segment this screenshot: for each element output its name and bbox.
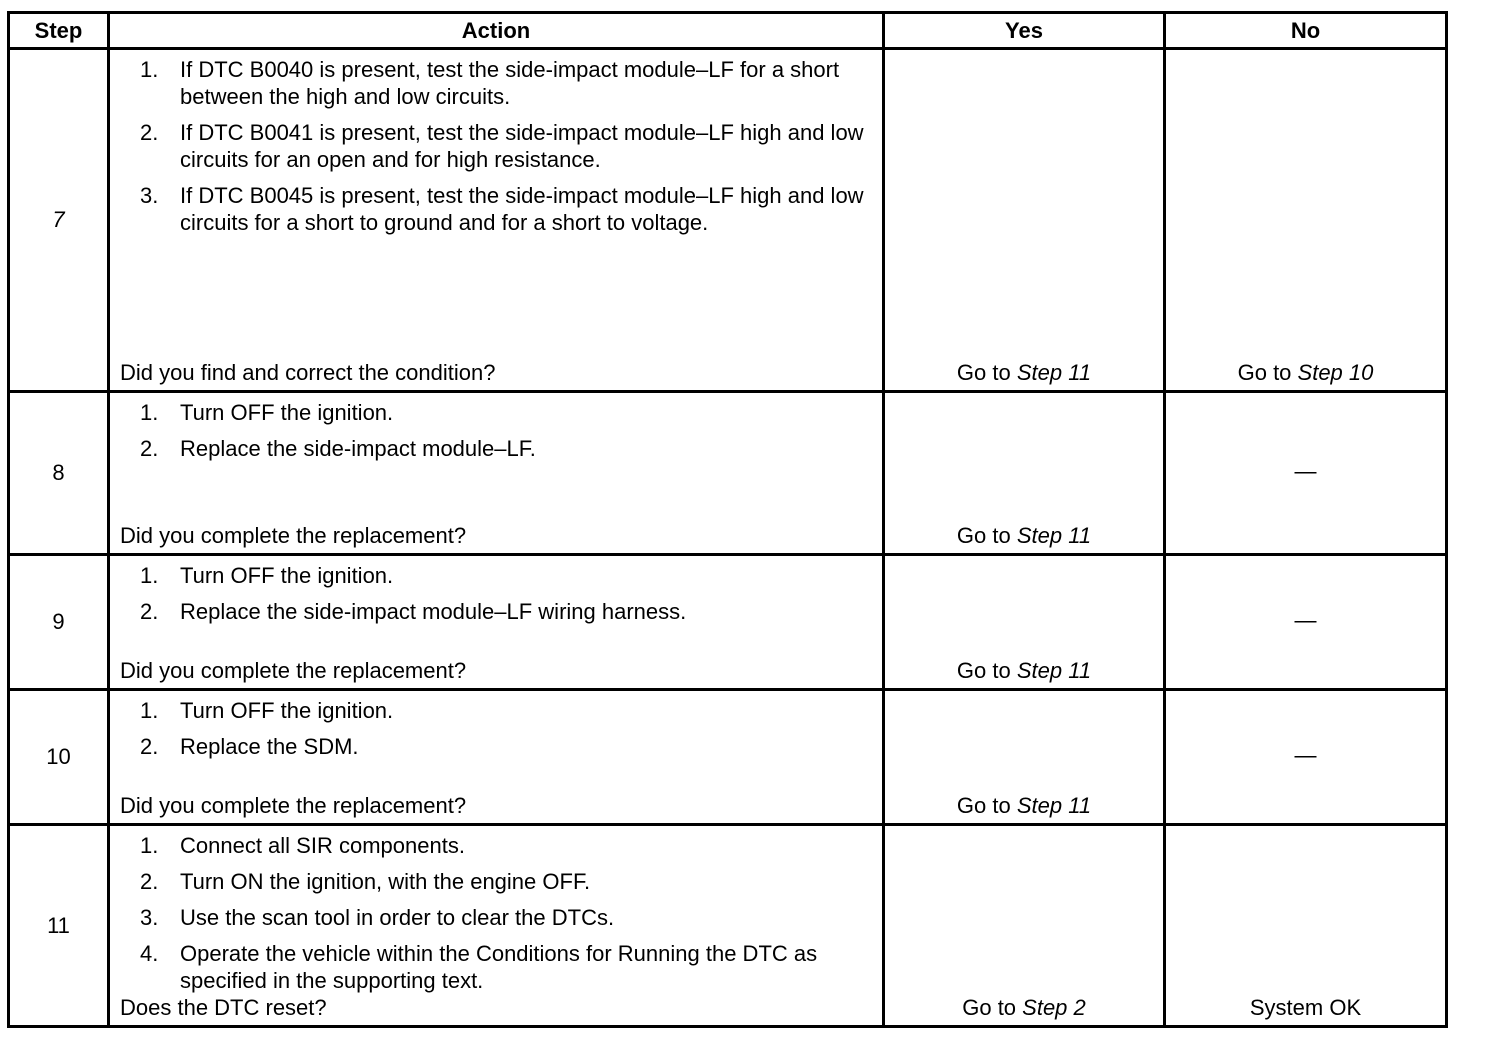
yes-result: Go to Step 11 <box>956 523 1092 548</box>
table-row <box>9 555 1447 690</box>
diagnostic-table <box>7 11 1448 1028</box>
action-list <box>110 556 882 625</box>
yes-result: Go to Step 11 <box>956 793 1092 818</box>
step-link: Step 11 <box>1016 523 1092 548</box>
step-link: Step 11 <box>1016 658 1092 683</box>
table-row <box>9 825 1447 1027</box>
step-number: 7 <box>9 49 109 392</box>
header-yes: Yes <box>884 13 1165 49</box>
step-link: Step 11 <box>1016 360 1092 385</box>
action-list <box>110 50 882 236</box>
list-item: 4. Operate the vehicle within the Conditions for Running the DTC as specified in the supporting text. <box>140 941 818 993</box>
action-cell <box>109 555 884 690</box>
step-number: 10 <box>9 690 109 825</box>
list-item: 1. Turn OFF the ignition. <box>140 563 394 588</box>
no-cell <box>1165 555 1447 690</box>
step-link: Step 11 <box>1016 793 1092 818</box>
list-item: 2. Turn ON the ignition, with the engine OFF. <box>140 869 591 894</box>
question: Did you complete the replacement? <box>120 793 467 818</box>
no-dash: — <box>1294 458 1317 484</box>
list-item: 1. If DTC B0040 is present, test the side-impact module–LF for a short between the high and low circuits. <box>140 57 840 109</box>
action-list <box>110 826 882 994</box>
action-cell <box>109 690 884 825</box>
no-cell <box>1165 392 1447 555</box>
no-dash: — <box>1294 607 1317 633</box>
step-link: Step 2 <box>1022 995 1086 1020</box>
no-cell <box>1165 690 1447 825</box>
header-action: Action <box>109 13 884 49</box>
header-no: No <box>1165 13 1447 49</box>
list-item: 3. If DTC B0045 is present, test the side-impact module–LF high and low circuits for a short to ground and for a short to voltage. <box>140 183 864 235</box>
yes-result: Go to Step 11 <box>956 658 1092 683</box>
list-item: 1. Turn OFF the ignition. <box>140 400 394 425</box>
list-item: 2. Replace the SDM. <box>140 734 359 759</box>
no-cell <box>1165 825 1447 1027</box>
step-number: 9 <box>9 555 109 690</box>
no-result: System OK <box>1249 995 1362 1020</box>
yes-result: Go to Step 11 <box>956 360 1092 385</box>
no-result: Go to Step 10 <box>1237 360 1374 385</box>
action-cell <box>109 392 884 555</box>
yes-result: Go to Step 2 <box>962 995 1086 1020</box>
table-row <box>9 392 1447 555</box>
question: Did you complete the replacement? <box>120 523 467 548</box>
action-list <box>110 691 882 760</box>
list-item: 2. Replace the side-impact module–LF. <box>140 436 536 461</box>
action-cell <box>109 825 884 1027</box>
yes-cell <box>884 555 1165 690</box>
no-cell <box>1165 49 1447 392</box>
step-number: 11 <box>9 825 109 1027</box>
list-item: 1. Connect all SIR components. <box>140 833 465 858</box>
list-item: 1. Turn OFF the ignition. <box>140 698 394 723</box>
yes-cell <box>884 825 1165 1027</box>
list-item: 2. Replace the side-impact module–LF wiring harness. <box>140 599 687 624</box>
list-item: 3. Use the scan tool in order to clear the DTCs. <box>140 905 615 930</box>
no-dash: — <box>1294 742 1317 768</box>
yes-cell <box>884 392 1165 555</box>
step-number: 8 <box>9 392 109 555</box>
question: Did you find and correct the condition? <box>120 360 496 385</box>
yes-cell <box>884 49 1165 392</box>
yes-cell <box>884 690 1165 825</box>
list-item: 2. If DTC B0041 is present, test the side-impact module–LF high and low circuits for an open and for high resistance. <box>140 120 864 172</box>
header-step: Step <box>9 13 109 49</box>
table-row <box>9 49 1447 392</box>
action-list <box>110 393 882 462</box>
question: Did you complete the replacement? <box>120 658 467 683</box>
step-link: Step 10 <box>1297 360 1374 385</box>
question: Does the DTC reset? <box>120 995 327 1020</box>
table-row <box>9 690 1447 825</box>
header-row <box>9 13 1447 49</box>
action-cell <box>109 49 884 392</box>
